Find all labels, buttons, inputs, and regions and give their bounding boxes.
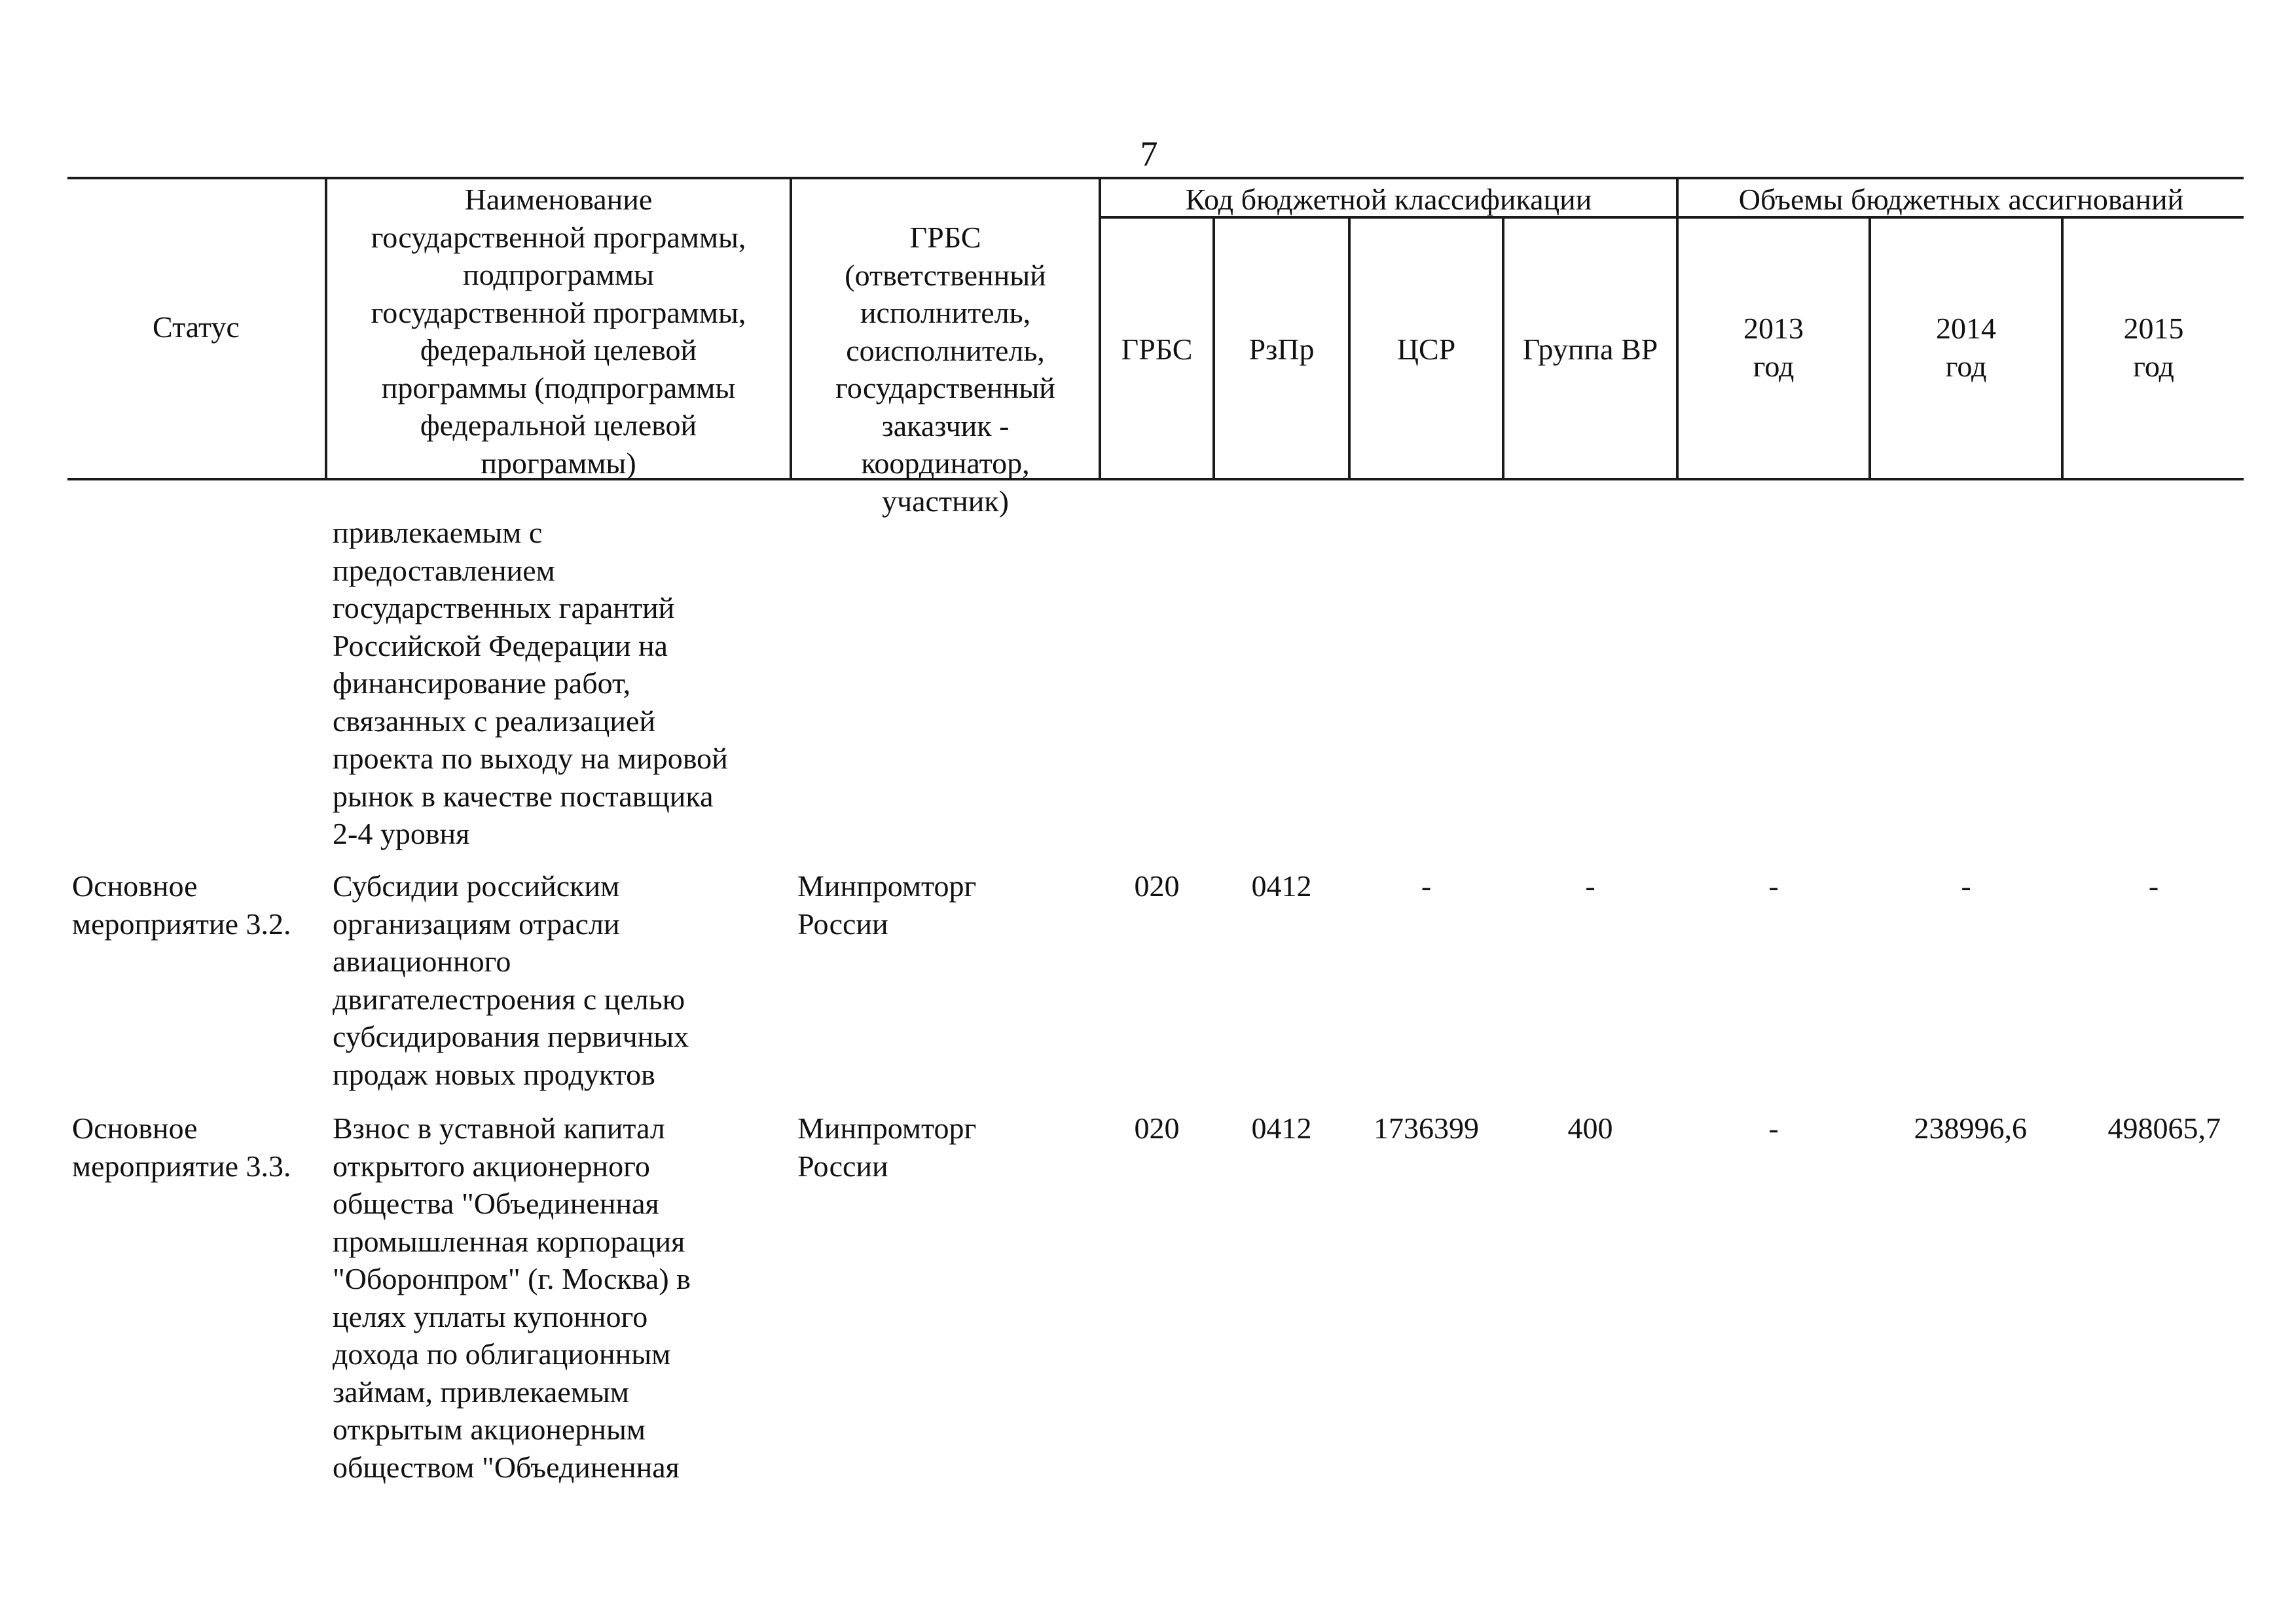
table-row-continuation-name: привлекаемым с предоставлением государственных гарантий Российской Федерации на финансирование работ, связанных с реализацией проекта по выходу на мировой рынок в качестве поставщика 2-4 уровня [333, 516, 728, 850]
table-row-rzpr: 0412 [1251, 1111, 1312, 1145]
table-row-status: Основное мероприятие 3.3. [72, 1111, 291, 1183]
col-divider-grbs-code [1099, 177, 1101, 479]
table-row-2015: 498065,7 [2107, 1111, 2221, 1145]
table-row-group-vr: - [1585, 869, 1595, 903]
header-year-2015: 2015 год [2123, 312, 2184, 383]
table-row-2013: - [1768, 1111, 1779, 1145]
table-row-2015: - [2148, 869, 2159, 903]
header-volumes-group: Объемы бюджетных ассигнований [1738, 183, 2184, 216]
table-row-2013: - [1768, 869, 1779, 903]
table-row-grbs: 020 [1134, 1111, 1180, 1145]
table-row-csr: - [1421, 869, 1432, 903]
header-program-name: Наименование государственной программы, подпрограммы государственной программы, федеральной целевой программы (подпрограммы федеральной целевой программы) [371, 183, 746, 480]
table-row-grbs: 020 [1134, 869, 1180, 903]
header-year-2014: 2014 год [1936, 312, 1996, 383]
header-status: Статус [153, 310, 240, 344]
table-top-rule [67, 177, 2244, 179]
table-row-rzpr: 0412 [1251, 869, 1312, 903]
page-number: 7 [1140, 134, 1158, 173]
header-group-vr: Группа ВР [1522, 333, 1658, 366]
table-row-name: Субсидии российским организациям отрасли авиационного двигателестроения с целью субсидирования первичных продаж новых продуктов [333, 869, 689, 1091]
table-row-grbs-responsible: Минпромторг России [797, 869, 977, 941]
header-budget-code-group: Код бюджетной классификации [1185, 183, 1592, 216]
table-row-2014: 238996,6 [1914, 1111, 2027, 1145]
header-csr: ЦСР [1396, 333, 1456, 366]
header-rzpr: РзПр [1248, 333, 1315, 366]
table-row-2014: - [1961, 869, 1971, 903]
table-row-csr: 1736399 [1374, 1111, 1479, 1145]
header-grbs-responsible: ГРБС (ответственный исполнитель, соисполнитель, государственный заказчик - координатор, участник) [835, 221, 1055, 518]
table-row-grbs-responsible: Минпромторг России [797, 1111, 977, 1183]
table-row-status: Основное мероприятие 3.2. [72, 869, 291, 941]
header-year-2013: 2013 год [1743, 312, 1804, 383]
table-row-group-vr: 400 [1567, 1111, 1613, 1145]
table-row-name: Взнос в уставной капитал открытого акционерного общества "Объединенная промышленная корпорация "Оборонпром" (г. Москва) в целях уплаты купонного дохода по облигационным займам, привлекаемым открытым акционерным обществом "Объединенная [333, 1111, 691, 1484]
header-grbs: ГРБС [1121, 333, 1193, 366]
